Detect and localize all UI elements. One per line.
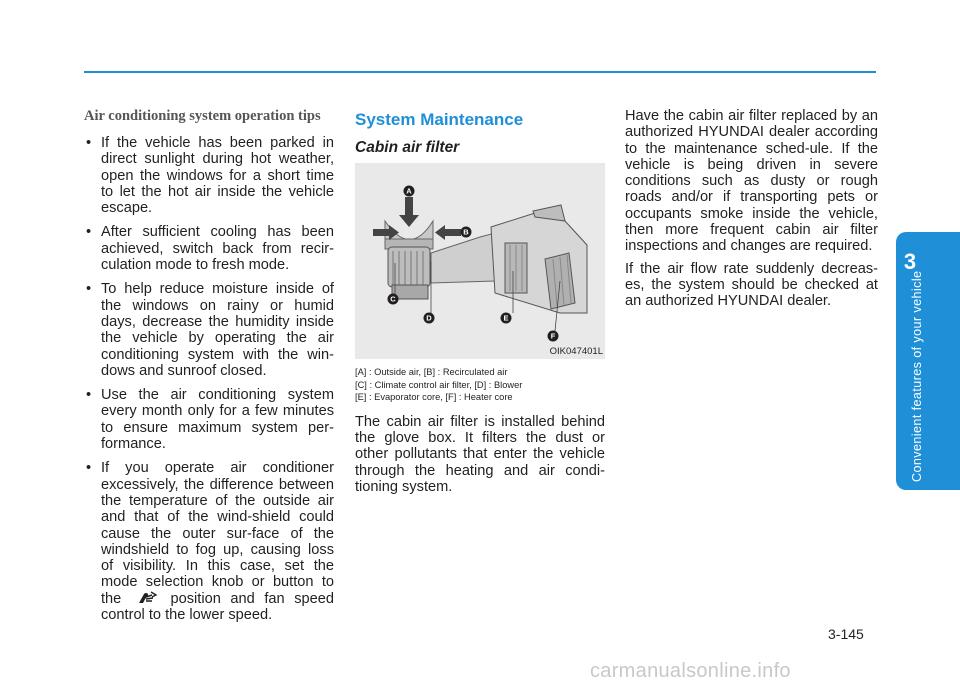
- legend-line: [A] : Outside air, [B] : Recirculated air: [355, 367, 508, 377]
- defrost-mode-icon: [131, 591, 161, 605]
- list-item: [84, 460, 334, 623]
- page-number: 3-145: [828, 626, 864, 642]
- marker-d-label: D: [426, 313, 432, 323]
- watermark: carmanualsonline.info: [590, 660, 791, 682]
- marker-f-label: F: [550, 331, 556, 341]
- marker-e-label: E: [503, 313, 509, 323]
- middle-column: [355, 108, 605, 496]
- figure-code: OIK047401L: [549, 346, 603, 357]
- cabin-filter-figure: [355, 163, 605, 359]
- list-item: • After sufficient cooling has been achieved, switch back from recir-culation mode to fresh mode.: [84, 224, 334, 273]
- right-column: [625, 108, 878, 316]
- tips-list: [84, 135, 334, 623]
- legend-line: [E] : Evaporator core, [F] : Heater core: [355, 392, 513, 402]
- paragraph: If the air flow rate suddenly decreas-es, the system should be checked at an authorized HYUNDAI dealer.: [625, 260, 878, 310]
- paragraph: Have the cabin air filter replaced by an authorized HYUNDAI dealer according to the maintenance sched-ule. If the vehicle is being driven in severe conditions such as dusty or rough roads and/or if transporting pets or occupants smoke inside the vehicle, then more frequent cabin air filter inspections and changes are required.: [625, 108, 878, 255]
- left-column: [84, 108, 334, 631]
- list-item: • Use the air conditioning system every month only for a few minutes to ensure maximum system per-formance.: [84, 387, 334, 452]
- chapter-number: 3: [903, 249, 917, 274]
- list-item: • To help reduce moisture inside of the windows on rainy or humid days, decrease the humidity inside the vehicle by operating the air conditioning system with the win-dows and sunroof closed.: [84, 281, 334, 379]
- list-item-text: position and fan speed control to the lower speed.: [101, 590, 335, 624]
- top-rule: [84, 71, 876, 73]
- list-item-text: If you operate air conditioner excessively, the difference between the temperature of the outside air and that of the wind-shield could cause the outer sur-face of the windshield to fog up, causing loss of visibility. In this case, set the mode selection knob or button to the: [101, 460, 334, 607]
- figure-legend: [355, 366, 605, 404]
- marker-c-label: C: [390, 294, 396, 304]
- chapter-label: Convenient features of your vehicle: [910, 270, 924, 482]
- cabin-filter-description: The cabin air filter is installed behind the glove box. It filters the dust or other pollutants that enter the vehicle through the heating and air condi-tioning system.: [355, 413, 605, 496]
- section-title: System Maintenance: [355, 110, 524, 129]
- legend-line: [C] : Climate control air filter, [D] : Blower: [355, 379, 523, 390]
- tips-heading: Air conditioning system operation tips: [84, 108, 321, 124]
- list-item: • If the vehicle has been parked in direct sunlight during hot weather, open the windows for a short time to let the hot air inside the vehicle escape.: [84, 135, 334, 216]
- marker-a-label: A: [406, 186, 412, 196]
- marker-b-label: B: [463, 227, 469, 237]
- hvac-diagram: [355, 163, 605, 359]
- chapter-tab: [896, 232, 960, 490]
- subsection-title: Cabin air filter: [355, 139, 460, 156]
